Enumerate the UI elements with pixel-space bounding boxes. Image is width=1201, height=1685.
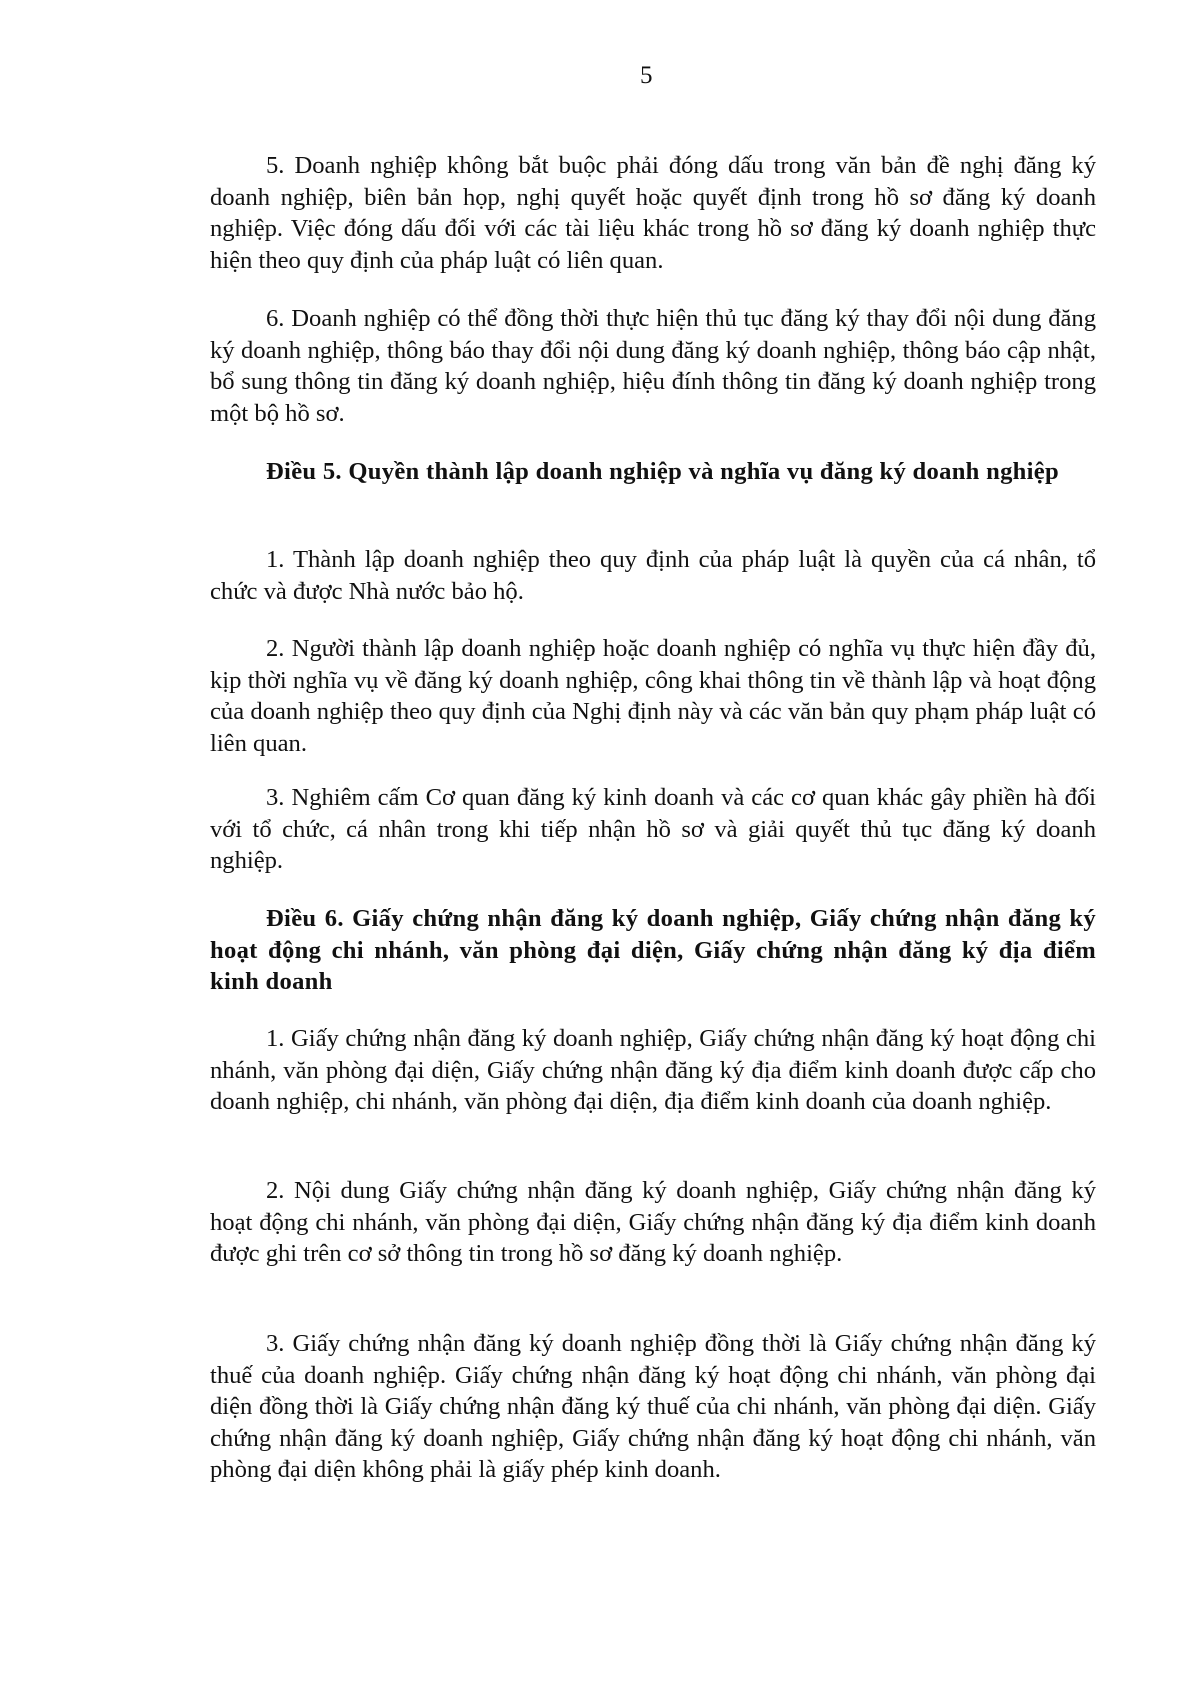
paragraph-article5-clause1: 1. Thành lập doanh nghiệp theo quy định của pháp luật là quyền của cá nhân, tổ chức và được Nhà nước bảo hộ. (210, 546, 1096, 605)
paragraph-article4-clause6: 6. Doanh nghiệp có thể đồng thời thực hiện thủ tục đăng ký thay đổi nội dung đăng ký doanh nghiệp, thông báo thay đổi nội dung đăng ký doanh nghiệp, thông báo cập nhật, bổ sung thông tin đăng ký doanh nghiệp, hiệu đính thông tin đăng ký doanh nghiệp trong một bộ hồ sơ. (210, 305, 1096, 427)
paragraph-article6-clause3: 3. Giấy chứng nhận đăng ký doanh nghiệp đồng thời là Giấy chứng nhận đăng ký thuế của doanh nghiệp. Giấy chứng nhận đăng ký hoạt động chi nhánh, văn phòng đại diện đồng thời là Giấy chứng nhận đăng ký thuế của chi nhánh, văn phòng đại diện. Giấy chứng nhận đăng ký doanh nghiệp, Giấy chứng nhận đăng ký hoạt động chi nhánh, văn phòng đại diện không phải là giấy phép kinh doanh. (210, 1330, 1096, 1484)
heading-article-6: Điều 6. Giấy chứng nhận đăng ký doanh nghiệp, Giấy chứng nhận đăng ký hoạt động chi nhánh, văn phòng đại diện, Giấy chứng nhận đăng ký địa điểm kinh doanh (210, 905, 1096, 996)
page-number: 5 (640, 62, 653, 89)
paragraph-article5-clause2: 2. Người thành lập doanh nghiệp hoặc doanh nghiệp có nghĩa vụ thực hiện đầy đủ, kịp thời nghĩa vụ về đăng ký doanh nghiệp, công khai thông tin về thành lập và hoạt động của doanh nghiệp theo quy định của Nghị định này và các văn bản quy phạm pháp luật có liên quan. (210, 635, 1096, 757)
paragraph-article4-clause5: 5. Doanh nghiệp không bắt buộc phải đóng dấu trong văn bản đề nghị đăng ký doanh nghiệp, biên bản họp, nghị quyết hoặc quyết định trong hồ sơ đăng ký doanh nghiệp. Việc đóng dấu đối với các tài liệu khác trong hồ sơ đăng ký doanh nghiệp thực hiện theo quy định của pháp luật có liên quan. (210, 152, 1096, 274)
heading-article-5: Điều 5. Quyền thành lập doanh nghiệp và nghĩa vụ đăng ký doanh nghiệp (266, 458, 1059, 485)
paragraph-article6-clause1: 1. Giấy chứng nhận đăng ký doanh nghiệp, Giấy chứng nhận đăng ký hoạt động chi nhánh, văn phòng đại diện, Giấy chứng nhận đăng ký địa điểm kinh doanh được cấp cho doanh nghiệp, chi nhánh, văn phòng đại diện, địa điểm kinh doanh của doanh nghiệp. (210, 1025, 1096, 1116)
paragraph-article5-clause3: 3. Nghiêm cấm Cơ quan đăng ký kinh doanh và các cơ quan khác gây phiền hà đối với tổ chức, cá nhân trong khi tiếp nhận hồ sơ và giải quyết thủ tục đăng ký doanh nghiệp. (210, 784, 1096, 875)
paragraph-article6-clause2: 2. Nội dung Giấy chứng nhận đăng ký doanh nghiệp, Giấy chứng nhận đăng ký hoạt động chi nhánh, văn phòng đại diện, Giấy chứng nhận đăng ký địa điểm kinh doanh được ghi trên cơ sở thông tin trong hồ sơ đăng ký doanh nghiệp. (210, 1177, 1096, 1268)
